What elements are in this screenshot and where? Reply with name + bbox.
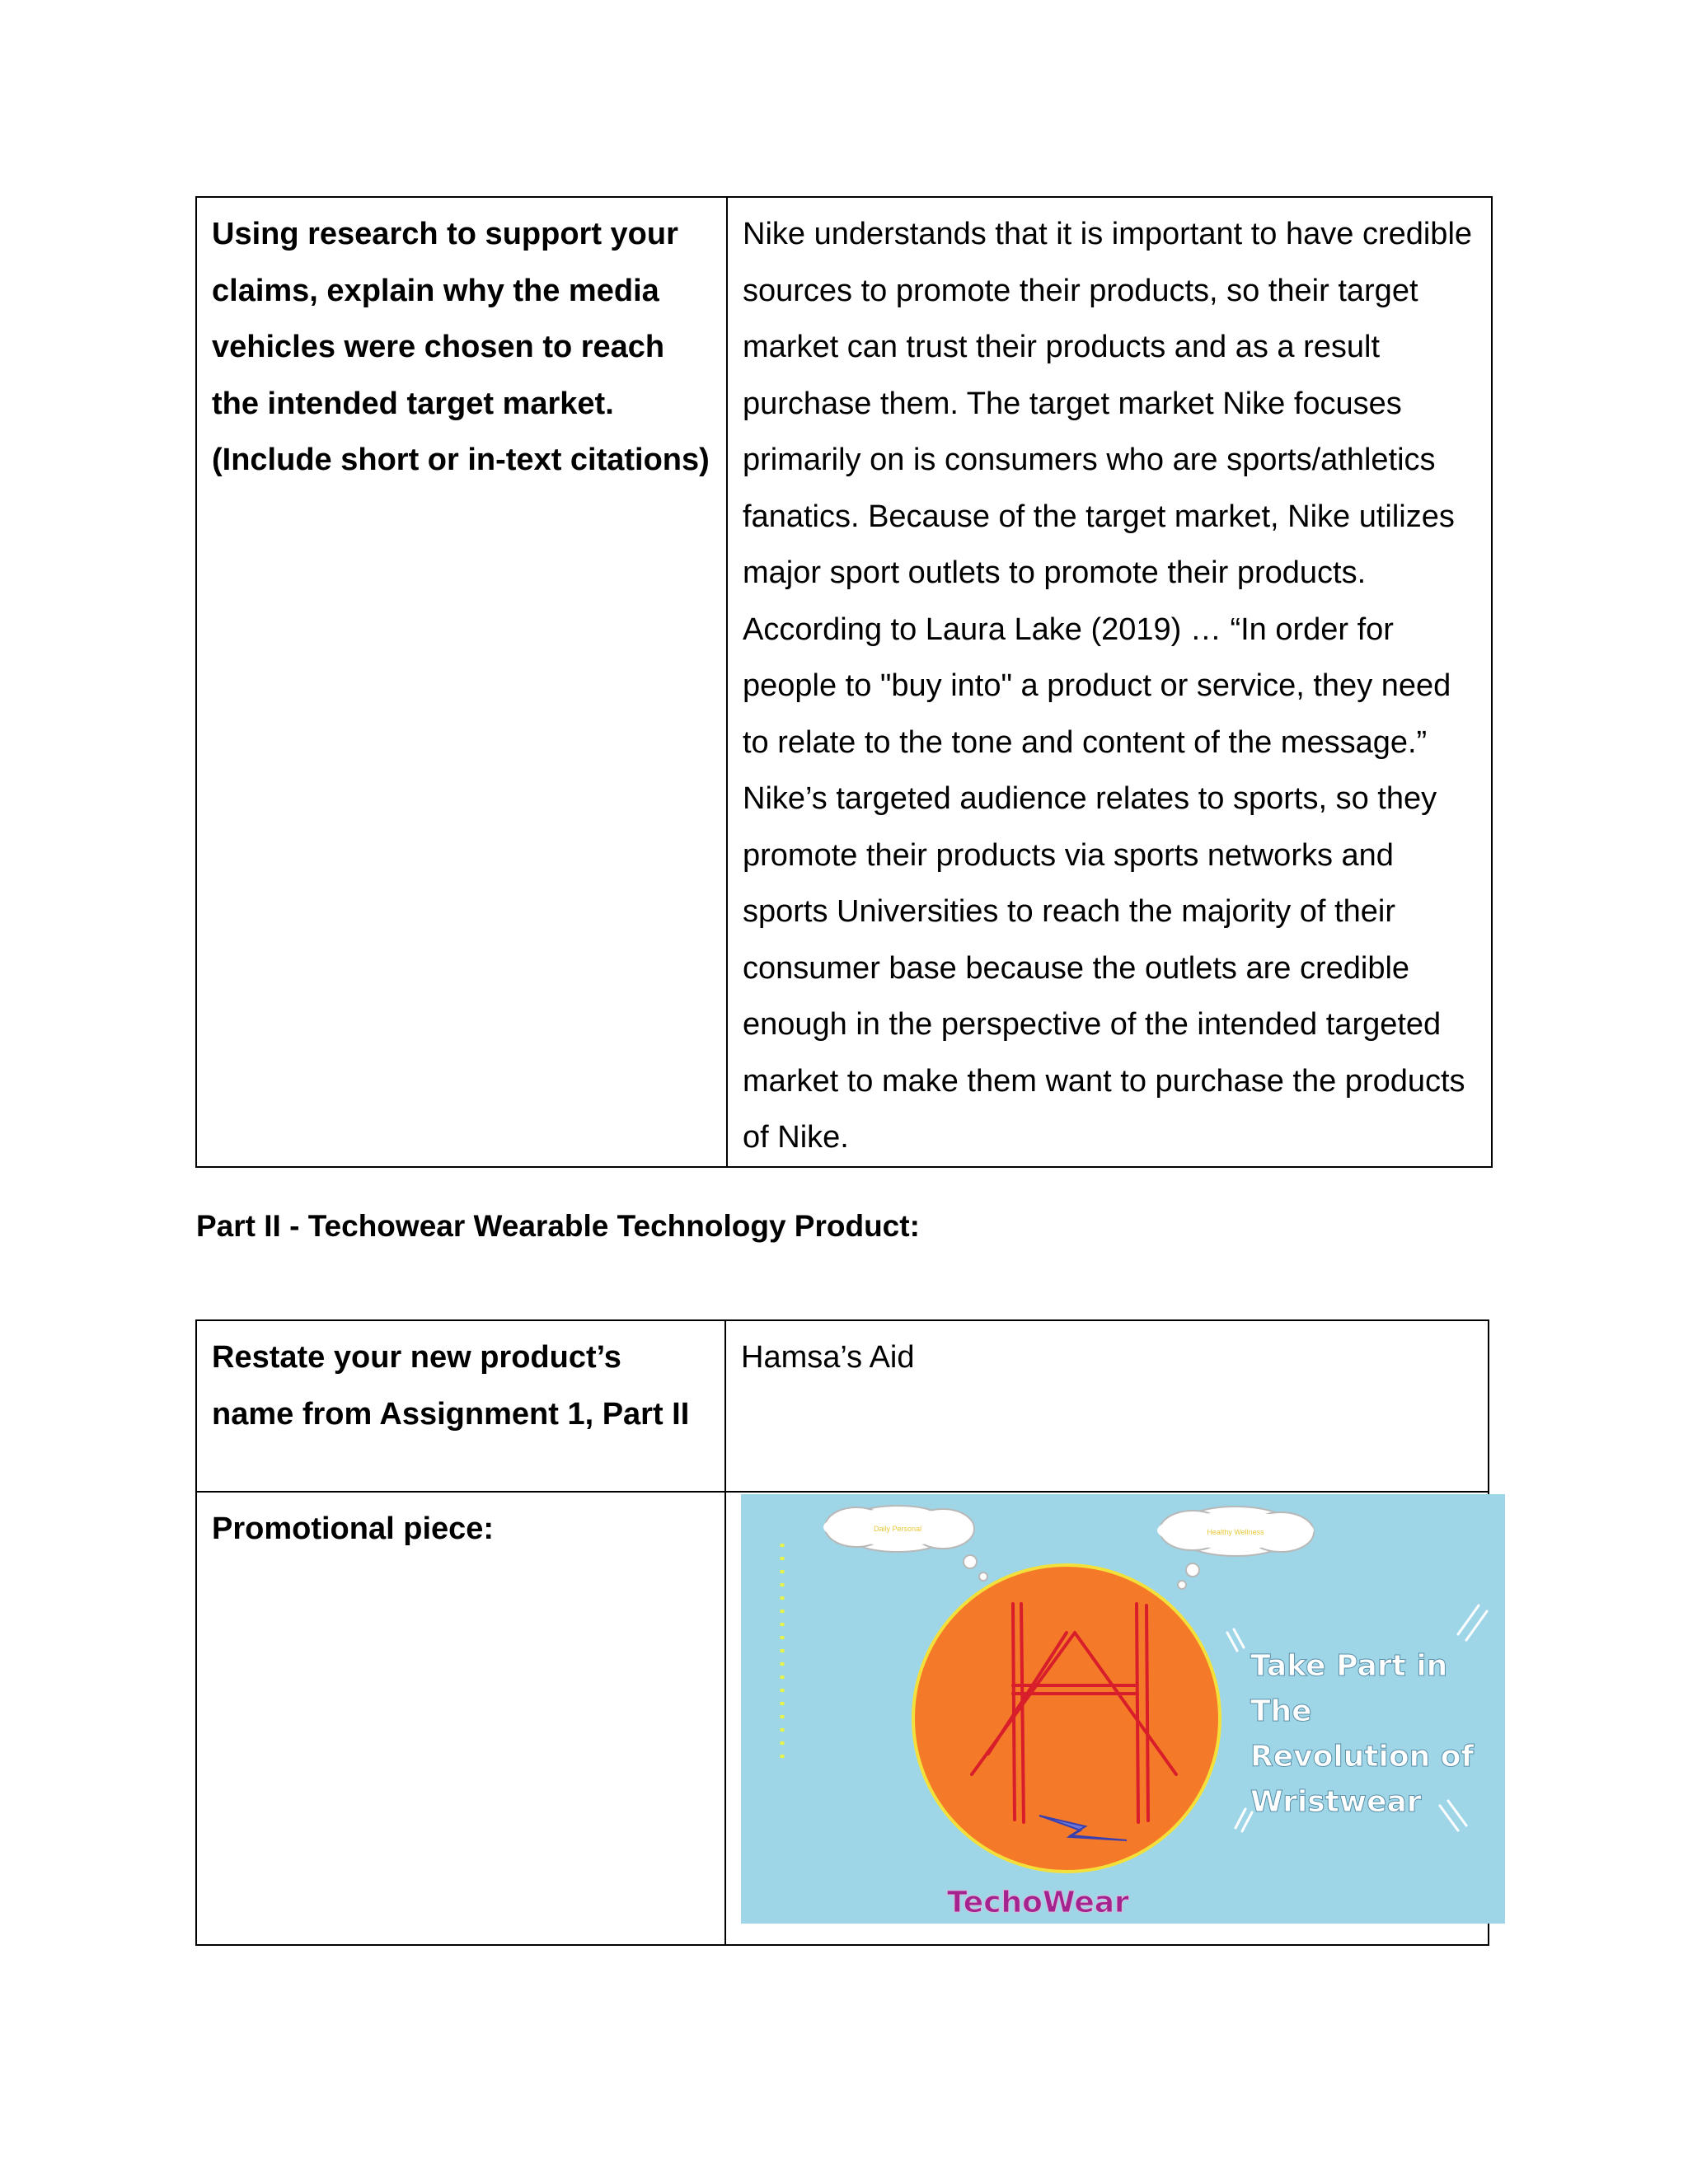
media-vehicles-answer: Nike understands that it is important to have credible sources to promote their products, so their target market can trust their products and as a result purchase them. The target market Nike focuses primarily on is consumers who are sports/athletics fanatics. Because of the target market, Nike utilizes major sport outlets to promote their products. According to Laura Lake (2019) … “In order for people to "buy into" a product or service, they need to relate to the tone and content of the message.” Nike’s targeted audience relates to sports, so they promote their products via sports networks and sports Universities to reach the majority of their consumer base because the outlets are credible enough in the perspective of the intended targeted market to make them want to purchase the products of Nike. (727, 197, 1492, 1167)
slogan-line-3: Revolution of (1250, 1740, 1475, 1774)
cloud-left-text: Daily Personal (873, 1525, 922, 1533)
brand-name: TechoWear (947, 1886, 1129, 1919)
product-name-answer: Hamsa’s Aid (725, 1320, 1489, 1492)
product-name-question: Restate your new product’s name from Assignment 1, Part II (196, 1320, 725, 1492)
promotional-piece-label: Promotional piece: (196, 1492, 725, 1945)
slogan-line-1: Take Part in (1250, 1649, 1448, 1683)
slogan-line-4: Wristwear (1250, 1785, 1422, 1819)
promotional-image (741, 1494, 1505, 1924)
product-table (195, 1319, 1489, 1946)
slogan-line-2: The (1250, 1694, 1312, 1728)
media-vehicles-table (195, 196, 1493, 1168)
media-vehicles-question: Using research to support your claims, explain why the media vehicles were chosen to reach the intended target market. (Include short or in-text citations) (196, 197, 727, 1167)
cloud-right-text: Healthy Wellness (1207, 1528, 1264, 1536)
part-two-heading: Part II - Techowear Wearable Technology Product: (196, 1209, 920, 1243)
promotional-piece-cell (725, 1492, 1489, 1945)
